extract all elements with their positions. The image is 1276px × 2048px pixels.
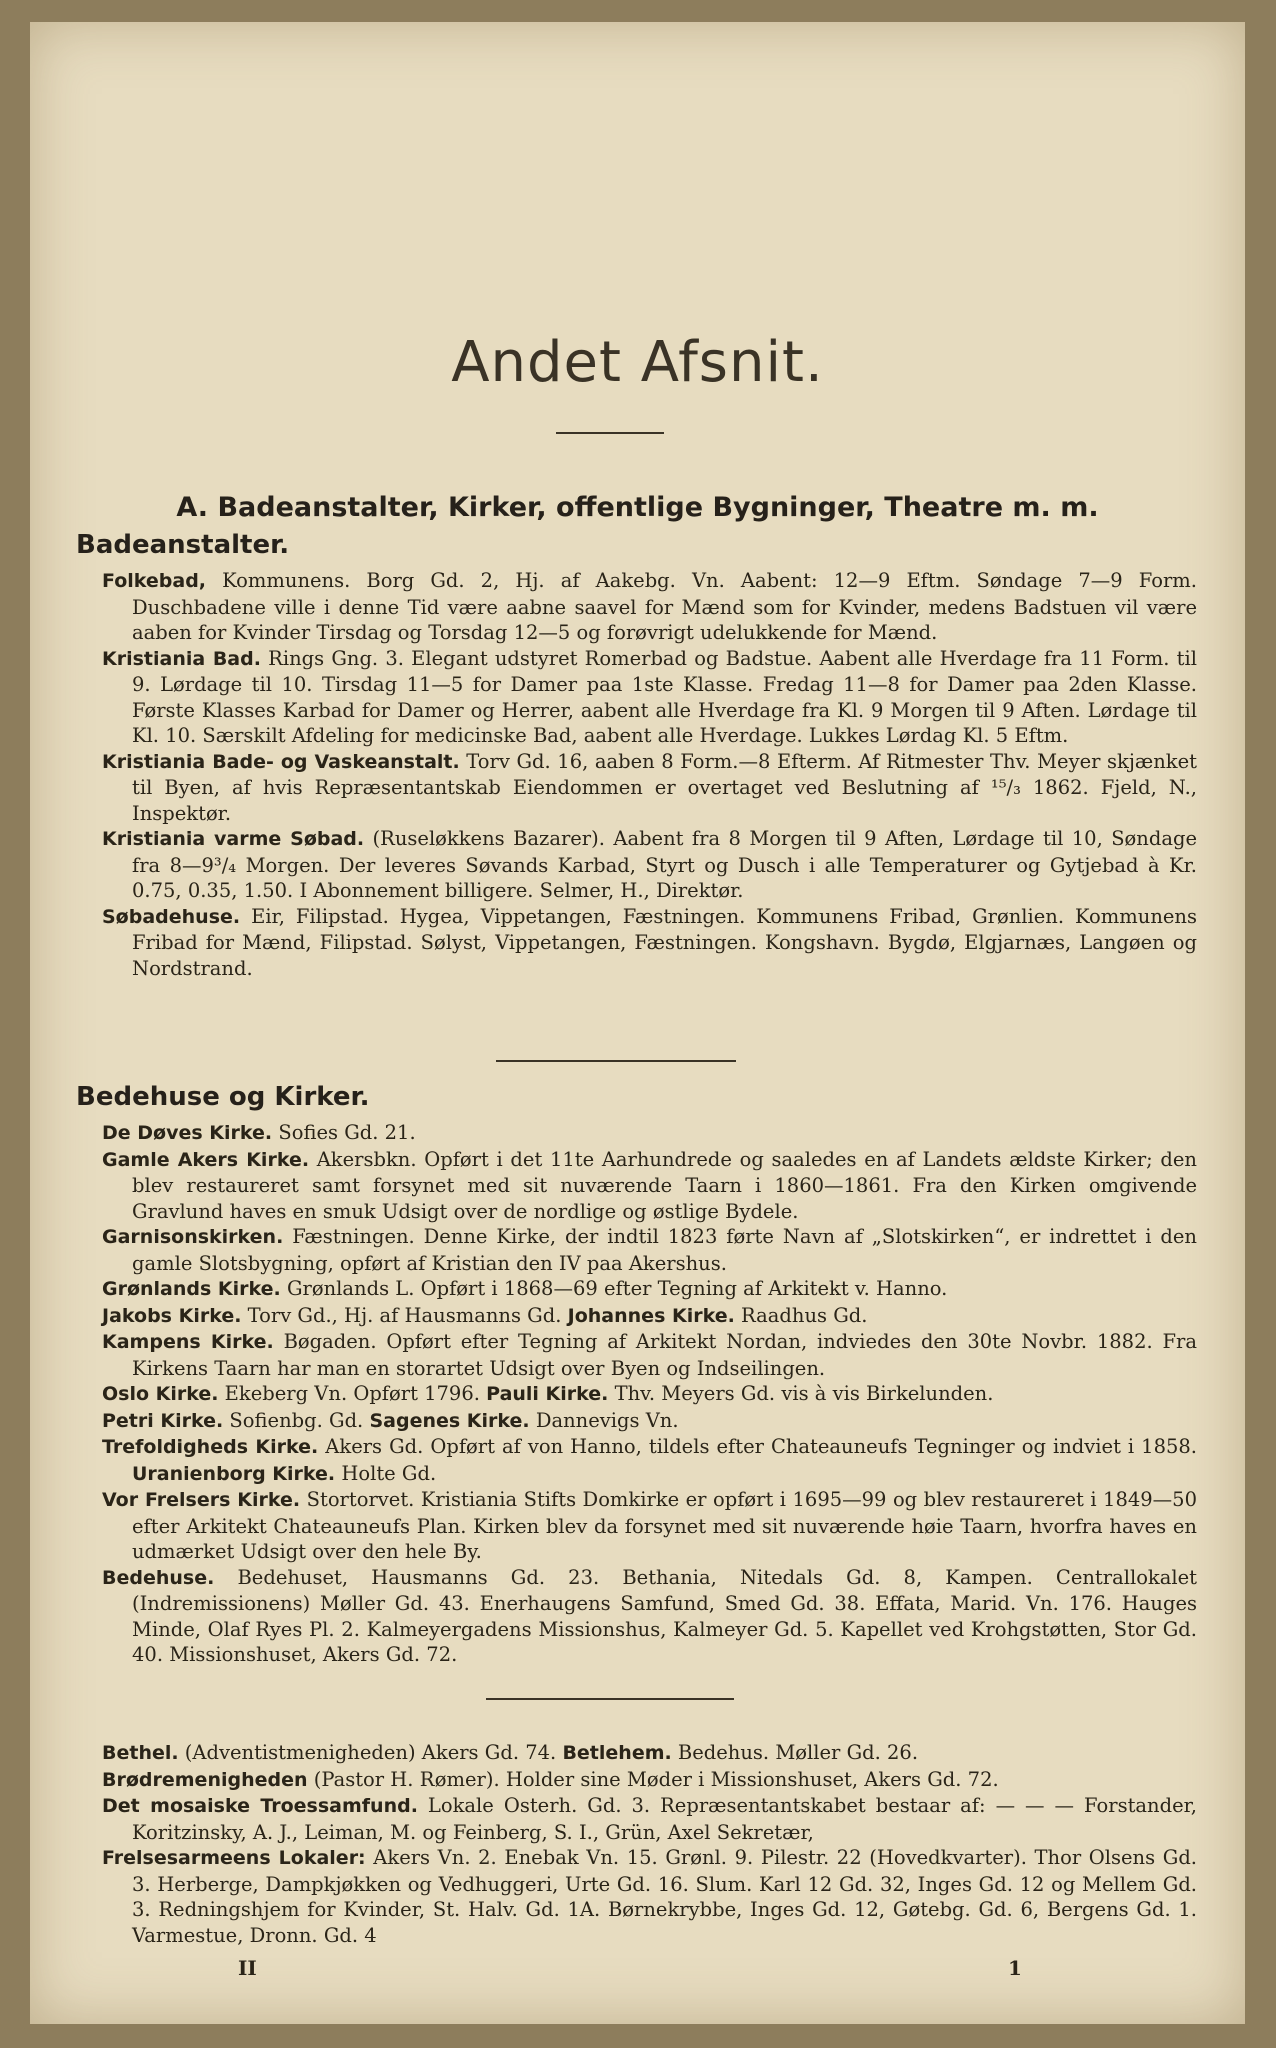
list-item: Garnisonskirken. Fæstningen. Denne Kirke, der indtil 1823 førte Navn af „Slotskirken“, er indrettet i den gamle Slotsbygning, opført af Kristian den IV paa Akershus. bbox=[102, 1225, 1197, 1275]
list-item: Vor Frelsers Kirke. Stortorvet. Kristiania Stifts Domkirke er opført i 1695—99 og blev restaureret i 1849—50 efter Arkitekt Chateauneufs Plan. Kirken blev da forsynet med sit nuværende høie Taarn, hvorfra haves en udmærket Udsigt over den hele By. bbox=[102, 1488, 1198, 1563]
document-page bbox=[30, 22, 1245, 2024]
list-item: Kristiania varme Søbad. (Ruseløkkens Bazarer). Aabent fra 8 Morgen til 9 Aften, Lørdage til 10, Søndage fra 8—9³/₄ Morgen. Der leveres Søvands Karbad, Styrt og Dusch i alle Temperaturer og Gytjebad à Kr. 0.75, 0.35, 1.50. I Abonnement billigere. Selmer, H., Direktør. bbox=[102, 827, 1197, 902]
list-item: Trefoldigheds Kirke. Akers Gd. Opført af von Hanno, tildels efter Chateauneufs Tegninger og indviet i 1858. Uranienborg Kirke. Holte Gd. bbox=[102, 1435, 1198, 1485]
list-item: Folkebad, Kommunens. Borg Gd. 2, Hj. af Aakebg. Vn. Aabent: 12—9 Eftm. Søndage 7—9 Form. Duschbadene ville i denne Tid være aabne saavel for Mænd som for Kvinder, medens Badstuen vil være aaben for Kvinder Tirsdag og Torsdag 12—5 og forøvrigt udelukkende for Mænd. bbox=[102, 569, 1197, 644]
list-item: De Døves Kirke. Sofies Gd. 21. bbox=[102, 1121, 416, 1144]
list-item: Grønlands Kirke. Grønlands L. Opført i 1868—69 efter Tegning af Arkitekt v. Hanno. bbox=[102, 1277, 948, 1300]
list-item: Det mosaiske Troessamfund. Lokale Osterh. Gd. 3. Repræsentantskabet bestaar af: — — — Forstander, Koritzinsky, A. J., Leiman, M. og Feinberg, S. I., Grün, Axel Sekretær, bbox=[102, 1794, 1197, 1844]
sheet-number: 1 bbox=[1008, 1956, 1022, 1980]
section-divider bbox=[496, 1060, 736, 1062]
signature-mark: II bbox=[238, 1956, 257, 1980]
list-item: Petri Kirke. Sofienbg. Gd. Sagenes Kirke. Dannevigs Vn. bbox=[102, 1408, 679, 1432]
list-item: Jakobs Kirke. Torv Gd., Hj. af Hausmanns Gd. Johannes Kirke. Raadhus Gd. bbox=[102, 1303, 868, 1327]
list-item: Kampens Kirke. Bøgaden. Opført efter Tegning af Arkitekt Nordan, indviedes den 30te Novbr. 1882. Fra Kirkens Taarn har man en storartet Udsigt over Byen og Indseilingen. bbox=[102, 1330, 1197, 1380]
list-item: Kristiania Bade- og Vaskeanstalt. Torv Gd. 16, aaben 8 Form.—8 Efterm. Af Ritmester Thv. Meyer skjænket til Byen, af hvis Repræsentantskab Eiendommen er overtaget ved Beslutning af ¹⁵/₃ 1862. Fjeld, N., Inspektør. bbox=[102, 749, 1197, 825]
list-item: Bethel. (Adventistmenigheden) Akers Gd. 74. Betlehem. Bedehus. Møller Gd. 26. bbox=[102, 1741, 919, 1764]
list-item: Søbadehuse. Eir, Filipstad. Hygea, Vippetangen, Fæstningen. Kommunens Fribad, Grønlien. Kommunens Fribad for Mænd, Filipstad. Sølyst, Vippetangen, Fæstningen. Kongshavn. Bygdø, Elgjarnæs, Langøen og Nordstrand. bbox=[102, 904, 1197, 980]
title-rule bbox=[556, 432, 664, 434]
list-item: Kristiania Bad. Rings Gng. 3. Elegant udstyret Romerbad og Badstue. Aabent alle Hverdage fra 11 Form. til 9. Lørdage til 10. Tirsdag 11—5 for Damer paa 1ste Klasse. Fredag 11—8 for Damer paa 2den Klasse. Første Klasses Karbad for Damer og Herrer, aabent alle Hverdage fra Kl. 9 Morgen til 9 Aften. Lørdage til Kl. 10. Særskilt Afdeling for medicinske Bad, aabent alle Hverdage. Lukkes Lørdag Kl. 5 Eftm. bbox=[102, 646, 1197, 747]
list-item: Brødremenigheden (Pastor H. Rømer). Holder sine Møder i Missionshuset, Akers Gd. 72. bbox=[102, 1767, 999, 1791]
list-item: Oslo Kirke. Ekeberg Vn. Opført 1796. Pauli Kirke. Thv. Meyers Gd. vis à vis Birkelunden. bbox=[102, 1382, 994, 1405]
kirker-heading: Bedehuse og Kirker. bbox=[76, 1082, 370, 1112]
section-divider bbox=[486, 1698, 734, 1700]
andre-list bbox=[102, 1740, 1197, 1948]
section-heading: A. Badeanstalter, Kirker, offentlige Bygninger, Theatre m. m. bbox=[176, 492, 1099, 523]
page-title: Andet Afsnit. bbox=[451, 330, 824, 395]
list-item: Gamle Akers Kirke. Akersbkn. Opført i det 11te Aarhundrede og saaledes en af Landets ældste Kirker; den blev restaureret samt forsynet med sit nuværende Taarn i 1860—1861. Fra den Kirken omgivende Gravlund haves en smuk Udsigt over de nordlige og østlige Bydele. bbox=[102, 1147, 1197, 1223]
list-item: Bedehuse. Bedehuset, Hausmanns Gd. 23. Bethania, Nitedals Gd. 8, Kampen. Centrallokalet (Indremissionens) Møller Gd. 43. Enerhaugens Samfund, Smed Gd. 38. Effata, Marid. Vn. 176. Hauges Minde, Olaf Ryes Pl. 2. Kalmeyergadens Missionshus, Kalmeyer Gd. 5. Kapellet ved Krohgstøtten, Stor Gd. 40. Missionshuset, Akers Gd. 72. bbox=[102, 1565, 1197, 1666]
badeanstalter-heading: Badeanstalter. bbox=[76, 530, 290, 560]
badeanstalter-list bbox=[102, 568, 1197, 981]
list-item: Frelsesarmeens Lokaler: Akers Vn. 2. Enebak Vn. 15. Grønl. 9. Pilestr. 22 (Hovedkvarter). Thor Olsens Gd. 3. Herberge, Dampkjøkken og Vedhuggeri, Urte Gd. 16. Slum. Karl 12 Gd. 32, Inges Gd. 12 og Mellem Gd. 3. Redningshjem for Kvinder, St. Halv. Gd. 1A. Børnekrybbe, Inges Gd. 12, Gøtebg. Gd. 6, Bergens Gd. 1. Varmestue, Dronn. Gd. 4 bbox=[102, 1846, 1198, 1947]
kirker-list bbox=[102, 1120, 1197, 1668]
